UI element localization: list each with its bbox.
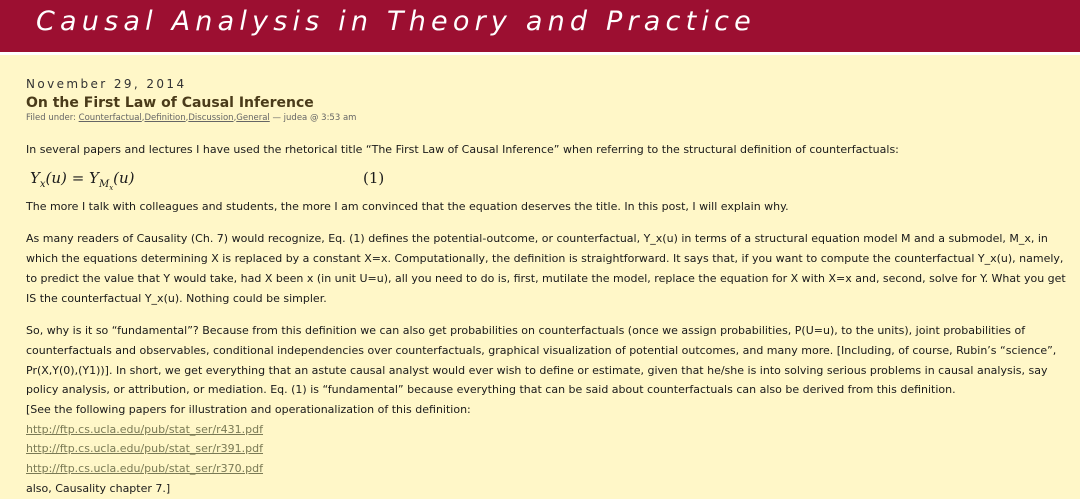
header-divider	[0, 52, 1080, 55]
paragraph-4: So, why is it so “fundamental”? Because from this definition we can also get probabilities on counterfactuals (once we assign probabilities, P(U=u), to the units), joint probabilities of counterfactuals and observables, conditional independencies over counterfactuals, graphical visualization of potential outcomes, and many more. [Including, of course, Rubin’s “science”, Pr(X,Y(0),(Y1))]. In short, we get everything that an astute causal analyst would ever wish to define or estimate, given that he/she is into solving serious problems in causal analysis, say policy analysis, or attribution, or mediation. Eq. (1) is “fundamental” because everything that can be said about counterfactuals can also be derived from this definition.	[26, 324, 1057, 397]
category-link-definition[interactable]: Definition	[144, 113, 186, 123]
equation-rhs-var: Y	[89, 168, 99, 187]
list-item	[26, 420, 1076, 440]
paragraph-2: The more I talk with colleagues and students, the more I am convinced that the equation deserves the title. In this post, I will explain why.	[26, 199, 789, 213]
equation-lhs-arg: (u)	[45, 168, 67, 187]
paragraph-5: [See the following papers for illustration and operationalization of this definition:	[26, 403, 471, 417]
category-link-counterfactual[interactable]: Counterfactual	[78, 113, 142, 123]
paragraph-3: As many readers of Causality (Ch. 7) would recognize, Eq. (1) defines the potential-outcome, or counterfactual, Y_x(u) in terms of a structural equation model M and a submodel, M_x, in which the equations determining X is replaced by a constant X=x. Computationally, the definition is straightforward. It says that, if you want to compute the counterfactual Y_x(u), namely, to predict the value that Y would take, had X been x (in unit U=u), all you need to do is, first, mutilate the model, replace the equation for X with X=x and, second, solve for Y. What you get IS the counterfactual Y_x(u). Nothing could be simpler.	[26, 232, 1066, 305]
equation-rhs-arg: (u)	[113, 168, 135, 187]
category-separator: ,	[141, 113, 145, 123]
post-date: November 29, 2014	[26, 77, 187, 91]
category-separator: ,	[233, 113, 237, 123]
post-title[interactable]: On the First Law of Causal Inference	[26, 95, 314, 111]
equation-rhs-subsub: x	[109, 183, 114, 192]
paper-links	[26, 420, 1076, 479]
post-byline: — judea @ 3:53 am	[269, 113, 357, 123]
paper-link-r431[interactable]: http://ftp.cs.ucla.edu/pub/stat_ser/r431.pdf	[26, 422, 264, 436]
equation-equals: =	[66, 168, 90, 187]
intro-paragraph: In several papers and lectures I have used the rhetorical title “The First Law of Causal Inference” when referring to the structural definition of counterfactuals:	[26, 143, 899, 156]
site-title[interactable]: Causal Analysis in Theory and Practice	[36, 6, 756, 37]
filed-under-label: Filed under:	[26, 113, 76, 123]
equation-number: (1)	[363, 168, 385, 187]
equation-rhs-sub	[99, 179, 113, 190]
equation-lhs-sub: x	[39, 178, 46, 190]
equation-lhs-var: Y	[30, 168, 40, 187]
paper-link-r370[interactable]: http://ftp.cs.ucla.edu/pub/stat_ser/r370.pdf	[26, 462, 264, 476]
category-link-general[interactable]: General	[236, 113, 270, 123]
category-link-discussion[interactable]: Discussion	[188, 113, 234, 123]
post-meta	[26, 113, 1076, 124]
site-header	[0, 0, 1080, 53]
list-item	[26, 439, 1076, 459]
paper-link-r391[interactable]: http://ftp.cs.ucla.edu/pub/stat_ser/r391.pdf	[26, 442, 264, 456]
category-separator: ,	[185, 113, 189, 123]
equation-1	[26, 167, 1076, 193]
list-item	[26, 459, 1076, 479]
paragraph-6: also, Causality chapter 7.]	[26, 481, 171, 495]
equation-rhs-sub-m: M	[98, 178, 110, 190]
post	[26, 76, 1076, 499]
equation-expression	[30, 169, 135, 192]
